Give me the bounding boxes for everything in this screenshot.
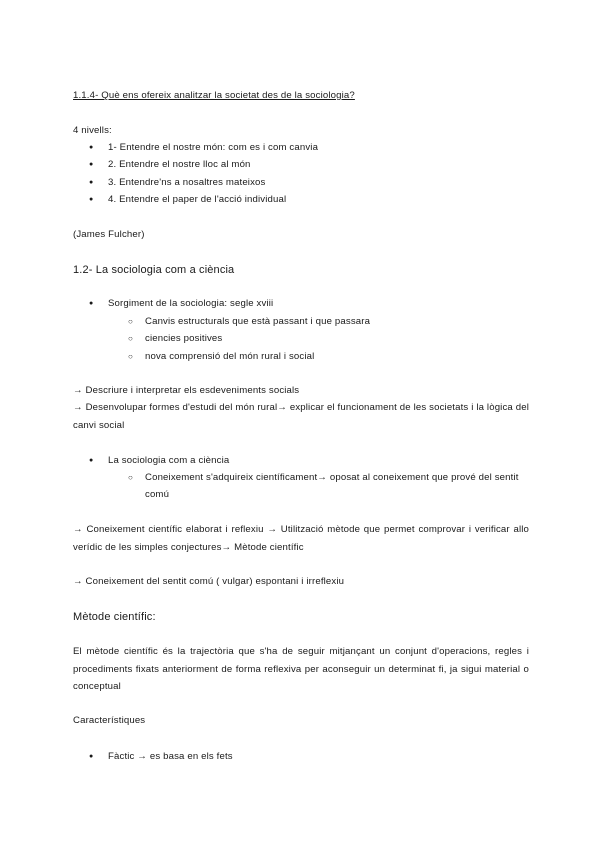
sub-list-item bbox=[128, 472, 145, 484]
list-item bbox=[89, 177, 265, 189]
list-item-text: 2. Entendre el nostre lloc al món bbox=[108, 159, 251, 170]
list-item-text: La sociologia com a ciència bbox=[108, 455, 230, 466]
sub-list-item-text: ciencies positives bbox=[145, 333, 223, 344]
method-paragraph: El mètode científic és la trajectòria que s'ha de seguir mitjançant un conjunt d'operacions, regles i procediments fixats anteriorment de forma reflexiva per aconseguir un determinat fi, ja sigui material o conceptual bbox=[73, 646, 529, 692]
list-item bbox=[89, 751, 233, 763]
method-heading: Mètode científic: bbox=[73, 611, 156, 623]
list-item bbox=[89, 298, 273, 310]
sub-list-item bbox=[128, 351, 314, 363]
arrow-line-develop: → Desenvolupar formes d'estudi del món rural→ explicar el funcionament de les societats i la lògica del canvi social bbox=[73, 402, 529, 431]
scientific-knowledge-line: → Coneixement científic elaborat i reflexiu → Utilització mètode que permet comprovar i verificar allo verídic de les simples conjectures→ Mètode científic bbox=[73, 524, 529, 553]
list-item bbox=[89, 455, 229, 467]
filled-circle-bullet-icon: ● bbox=[89, 179, 94, 186]
sub-list-item-text: nova comprensió del món rural i social bbox=[145, 351, 315, 362]
list-item-text: Sorgiment de la sociologia: segle xviii bbox=[108, 298, 274, 309]
list-item-text: Fàctic → es basa en els fets bbox=[108, 751, 233, 762]
list-item bbox=[89, 194, 286, 206]
sub-list-item bbox=[128, 316, 370, 328]
filled-circle-bullet-icon: ● bbox=[89, 457, 94, 464]
list-item bbox=[89, 142, 318, 154]
filled-circle-bullet-icon: ● bbox=[89, 753, 94, 760]
list-item-text: 4. Entendre el paper de l'acció individual bbox=[108, 194, 287, 205]
levels-intro: 4 nivells: bbox=[73, 125, 112, 136]
filled-circle-bullet-icon: ● bbox=[89, 196, 94, 203]
arrow-line-describe: → Descriure i interpretar els esdeveniments socials bbox=[73, 385, 300, 396]
common-sense-line: → Coneixement del sentit comú ( vulgar) espontani i irreflexiu bbox=[73, 576, 345, 587]
list-item-text: 1- Entendre el nostre món: com es i com canvia bbox=[108, 142, 319, 153]
list-item-text: 3. Entendre'ns a nosaltres mateixos bbox=[108, 177, 266, 188]
hollow-circle-bullet-icon: ○ bbox=[128, 317, 133, 326]
hollow-circle-bullet-icon: ○ bbox=[128, 334, 133, 343]
sub-list-item bbox=[128, 333, 222, 345]
section-heading-1-2: 1.2- La sociologia com a ciència bbox=[73, 264, 235, 276]
list-item bbox=[89, 159, 251, 171]
characteristics-heading: Característiques bbox=[73, 715, 146, 726]
filled-circle-bullet-icon: ● bbox=[89, 144, 94, 151]
filled-circle-bullet-icon: ● bbox=[89, 161, 94, 168]
sub-list-item-text: Canvis estructurals que està passant i que passara bbox=[145, 316, 371, 327]
hollow-circle-bullet-icon: ○ bbox=[128, 473, 133, 482]
sub-list-item-text: Coneixement s'adquireix científicament→ oposat al coneixement que prové del sentit comú bbox=[145, 472, 519, 500]
citation: (James Fulcher) bbox=[73, 229, 145, 240]
section-heading-1-1-4: 1.1.4- Què ens ofereix analitzar la societat des de la sociologia? bbox=[73, 90, 355, 101]
filled-circle-bullet-icon: ● bbox=[89, 300, 94, 307]
hollow-circle-bullet-icon: ○ bbox=[128, 352, 133, 361]
